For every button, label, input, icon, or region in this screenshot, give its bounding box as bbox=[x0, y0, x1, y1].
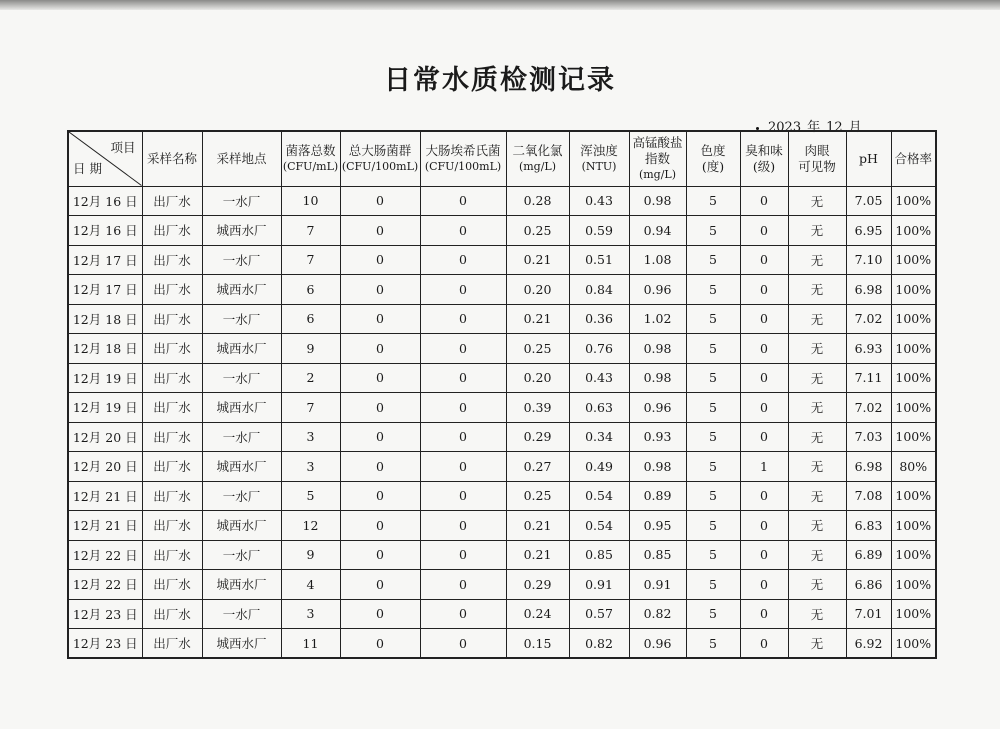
record-year: 2023 bbox=[768, 120, 802, 135]
cell-permanganate: 0.96 bbox=[629, 629, 686, 659]
cell-pass-rate: 80% bbox=[891, 452, 936, 482]
cell-ph: 6.93 bbox=[846, 334, 891, 364]
cell-total-coliform: 0 bbox=[340, 540, 420, 570]
cell-color: 5 bbox=[686, 304, 740, 334]
cell-visible: 无 bbox=[788, 629, 846, 659]
header-visible-name2: 可见物 bbox=[798, 158, 836, 174]
cell-odor: 0 bbox=[740, 216, 788, 246]
cell-e-coli: 0 bbox=[420, 452, 506, 482]
header-colony-total bbox=[281, 131, 340, 186]
header-permanganate-name2: 指数 bbox=[644, 150, 670, 166]
cell-sample-name: 出厂水 bbox=[142, 245, 202, 275]
cell-sample-site: 一水厂 bbox=[202, 481, 281, 511]
cell-odor: 0 bbox=[740, 275, 788, 305]
table-row bbox=[68, 629, 936, 659]
cell-permanganate: 0.96 bbox=[629, 275, 686, 305]
cell-colony-total: 3 bbox=[281, 452, 340, 482]
cell-visible: 无 bbox=[788, 363, 846, 393]
cell-date: 12月 18 日 bbox=[68, 334, 142, 364]
cell-date: 12月 23 日 bbox=[68, 599, 142, 629]
cell-sample-site: 一水厂 bbox=[202, 363, 281, 393]
cell-odor: 0 bbox=[740, 422, 788, 452]
header-colony-total-name: 菌落总数 bbox=[285, 142, 336, 158]
header-ph: pH bbox=[846, 131, 891, 186]
cell-sample-site: 一水厂 bbox=[202, 304, 281, 334]
cell-total-coliform: 0 bbox=[340, 452, 420, 482]
cell-turbidity: 0.54 bbox=[569, 481, 629, 511]
cell-ph: 6.98 bbox=[846, 452, 891, 482]
table-header-row bbox=[68, 131, 936, 186]
cell-chlorine-dioxide: 0.29 bbox=[506, 570, 569, 600]
page-title: 日常水质检测记录 bbox=[384, 65, 616, 96]
cell-turbidity: 0.63 bbox=[569, 393, 629, 423]
cell-date: 12月 16 日 bbox=[68, 216, 142, 246]
table-row bbox=[68, 422, 936, 452]
cell-sample-name: 出厂水 bbox=[142, 422, 202, 452]
cell-colony-total: 11 bbox=[281, 629, 340, 659]
header-permanganate-unit: (mg/L) bbox=[638, 167, 677, 181]
cell-chlorine-dioxide: 0.21 bbox=[506, 304, 569, 334]
table-row bbox=[68, 452, 936, 482]
cell-chlorine-dioxide: 0.20 bbox=[506, 275, 569, 305]
table-row bbox=[68, 216, 936, 246]
cell-odor: 0 bbox=[740, 304, 788, 334]
cell-color: 5 bbox=[686, 481, 740, 511]
header-visible bbox=[788, 131, 846, 186]
cell-odor: 0 bbox=[740, 511, 788, 541]
cell-visible: 无 bbox=[788, 540, 846, 570]
cell-colony-total: 10 bbox=[281, 186, 340, 216]
cell-permanganate: 0.91 bbox=[629, 570, 686, 600]
cell-sample-name: 出厂水 bbox=[142, 570, 202, 600]
cell-chlorine-dioxide: 0.25 bbox=[506, 334, 569, 364]
cell-date: 12月 19 日 bbox=[68, 393, 142, 423]
cell-permanganate: 0.98 bbox=[629, 334, 686, 364]
cell-odor: 0 bbox=[740, 245, 788, 275]
cell-ph: 7.02 bbox=[846, 393, 891, 423]
cell-permanganate: 0.98 bbox=[629, 186, 686, 216]
cell-color: 5 bbox=[686, 540, 740, 570]
table-row bbox=[68, 511, 936, 541]
cell-ph: 7.08 bbox=[846, 481, 891, 511]
cell-turbidity: 0.59 bbox=[569, 216, 629, 246]
header-e-coli-name: 大肠埃希氏菌 bbox=[425, 142, 501, 158]
cell-odor: 0 bbox=[740, 540, 788, 570]
header-e-coli-unit: (CFU/100mL) bbox=[424, 159, 502, 173]
cell-total-coliform: 0 bbox=[340, 511, 420, 541]
cell-pass-rate: 100% bbox=[891, 216, 936, 246]
cell-permanganate: 0.96 bbox=[629, 393, 686, 423]
cell-permanganate: 0.98 bbox=[629, 452, 686, 482]
cell-chlorine-dioxide: 0.28 bbox=[506, 186, 569, 216]
cell-sample-site: 城西水厂 bbox=[202, 393, 281, 423]
cell-permanganate: 0.98 bbox=[629, 363, 686, 393]
cell-chlorine-dioxide: 0.21 bbox=[506, 511, 569, 541]
cell-color: 5 bbox=[686, 629, 740, 659]
cell-pass-rate: 100% bbox=[891, 540, 936, 570]
cell-pass-rate: 100% bbox=[891, 393, 936, 423]
cell-color: 5 bbox=[686, 275, 740, 305]
cell-odor: 0 bbox=[740, 334, 788, 364]
cell-visible: 无 bbox=[788, 570, 846, 600]
cell-e-coli: 0 bbox=[420, 511, 506, 541]
table-row bbox=[68, 570, 936, 600]
cell-sample-site: 一水厂 bbox=[202, 599, 281, 629]
cell-visible: 无 bbox=[788, 216, 846, 246]
cell-color: 5 bbox=[686, 363, 740, 393]
cell-odor: 0 bbox=[740, 363, 788, 393]
cell-total-coliform: 0 bbox=[340, 245, 420, 275]
cell-sample-name: 出厂水 bbox=[142, 599, 202, 629]
cell-turbidity: 0.76 bbox=[569, 334, 629, 364]
cell-date: 12月 18 日 bbox=[68, 304, 142, 334]
cell-sample-name: 出厂水 bbox=[142, 186, 202, 216]
cell-turbidity: 0.36 bbox=[569, 304, 629, 334]
record-month-unit: 月 bbox=[848, 120, 862, 135]
cell-color: 5 bbox=[686, 599, 740, 629]
cell-date: 12月 17 日 bbox=[68, 245, 142, 275]
header-colony-total-unit: (CFU/mL) bbox=[282, 159, 339, 173]
table-row bbox=[68, 363, 936, 393]
cell-chlorine-dioxide: 0.29 bbox=[506, 422, 569, 452]
cell-permanganate: 1.08 bbox=[629, 245, 686, 275]
cell-color: 5 bbox=[686, 511, 740, 541]
cell-colony-total: 9 bbox=[281, 334, 340, 364]
cell-permanganate: 0.82 bbox=[629, 599, 686, 629]
cell-visible: 无 bbox=[788, 334, 846, 364]
cell-sample-name: 出厂水 bbox=[142, 393, 202, 423]
cell-colony-total: 6 bbox=[281, 304, 340, 334]
cell-total-coliform: 0 bbox=[340, 216, 420, 246]
cell-date: 12月 21 日 bbox=[68, 511, 142, 541]
cell-sample-site: 城西水厂 bbox=[202, 570, 281, 600]
header-sample-site: 采样地点 bbox=[202, 131, 281, 186]
header-odor-name: 臭和味 bbox=[745, 142, 783, 158]
cell-odor: 0 bbox=[740, 393, 788, 423]
cell-e-coli: 0 bbox=[420, 245, 506, 275]
header-date: 日 期 bbox=[73, 160, 102, 176]
cell-odor: 0 bbox=[740, 629, 788, 659]
table-row bbox=[68, 186, 936, 216]
table-row bbox=[68, 304, 936, 334]
cell-sample-site: 一水厂 bbox=[202, 422, 281, 452]
record-year-unit: 年 bbox=[807, 120, 821, 135]
cell-color: 5 bbox=[686, 452, 740, 482]
cell-sample-site: 一水厂 bbox=[202, 540, 281, 570]
cell-visible: 无 bbox=[788, 304, 846, 334]
cell-colony-total: 3 bbox=[281, 422, 340, 452]
cell-ph: 6.89 bbox=[846, 540, 891, 570]
header-total-coliform bbox=[340, 131, 420, 186]
cell-odor: 1 bbox=[740, 452, 788, 482]
cell-ph: 6.92 bbox=[846, 629, 891, 659]
cell-colony-total: 7 bbox=[281, 245, 340, 275]
cell-sample-name: 出厂水 bbox=[142, 363, 202, 393]
header-date-item bbox=[68, 131, 142, 186]
cell-permanganate: 0.94 bbox=[629, 216, 686, 246]
cell-turbidity: 0.43 bbox=[569, 186, 629, 216]
table-row bbox=[68, 275, 936, 305]
cell-turbidity: 0.57 bbox=[569, 599, 629, 629]
cell-colony-total: 6 bbox=[281, 275, 340, 305]
table-row bbox=[68, 334, 936, 364]
cell-ph: 7.10 bbox=[846, 245, 891, 275]
water-quality-table bbox=[67, 130, 937, 659]
header-chlorine-dioxide bbox=[506, 131, 569, 186]
header-permanganate-name: 高锰酸盐 bbox=[632, 134, 683, 150]
cell-pass-rate: 100% bbox=[891, 511, 936, 541]
table-row bbox=[68, 393, 936, 423]
cell-visible: 无 bbox=[788, 481, 846, 511]
header-color bbox=[686, 131, 740, 186]
header-color-name: 色度 bbox=[700, 142, 726, 158]
cell-e-coli: 0 bbox=[420, 334, 506, 364]
page-edge-shadow bbox=[0, 0, 1000, 10]
cell-sample-site: 一水厂 bbox=[202, 186, 281, 216]
table-body bbox=[68, 186, 936, 658]
cell-pass-rate: 100% bbox=[891, 186, 936, 216]
cell-sample-name: 出厂水 bbox=[142, 540, 202, 570]
cell-color: 5 bbox=[686, 393, 740, 423]
cell-sample-name: 出厂水 bbox=[142, 275, 202, 305]
cell-chlorine-dioxide: 0.25 bbox=[506, 216, 569, 246]
cell-color: 5 bbox=[686, 245, 740, 275]
cell-visible: 无 bbox=[788, 422, 846, 452]
cell-pass-rate: 100% bbox=[891, 275, 936, 305]
cell-color: 5 bbox=[686, 334, 740, 364]
cell-total-coliform: 0 bbox=[340, 599, 420, 629]
cell-total-coliform: 0 bbox=[340, 481, 420, 511]
header-item: 项目 bbox=[110, 140, 136, 155]
cell-total-coliform: 0 bbox=[340, 363, 420, 393]
cell-pass-rate: 100% bbox=[891, 245, 936, 275]
cell-pass-rate: 100% bbox=[891, 422, 936, 452]
cell-e-coli: 0 bbox=[420, 629, 506, 659]
header-turbidity-name: 浑浊度 bbox=[580, 142, 618, 158]
cell-colony-total: 4 bbox=[281, 570, 340, 600]
cell-colony-total: 9 bbox=[281, 540, 340, 570]
cell-total-coliform: 0 bbox=[340, 393, 420, 423]
record-month: 12 bbox=[826, 120, 843, 135]
cell-pass-rate: 100% bbox=[891, 363, 936, 393]
cell-visible: 无 bbox=[788, 245, 846, 275]
header-total-coliform-unit: (CFU/100mL) bbox=[341, 159, 419, 173]
cell-chlorine-dioxide: 0.24 bbox=[506, 599, 569, 629]
cell-date: 12月 17 日 bbox=[68, 275, 142, 305]
cell-date: 12月 22 日 bbox=[68, 540, 142, 570]
cell-e-coli: 0 bbox=[420, 216, 506, 246]
cell-e-coli: 0 bbox=[420, 275, 506, 305]
cell-date: 12月 20 日 bbox=[68, 452, 142, 482]
cell-turbidity: 0.85 bbox=[569, 540, 629, 570]
cell-date: 12月 16 日 bbox=[68, 186, 142, 216]
cell-turbidity: 0.51 bbox=[569, 245, 629, 275]
cell-date: 12月 19 日 bbox=[68, 363, 142, 393]
table-row bbox=[68, 245, 936, 275]
cell-ph: 6.83 bbox=[846, 511, 891, 541]
table-row bbox=[68, 540, 936, 570]
cell-odor: 0 bbox=[740, 481, 788, 511]
cell-pass-rate: 100% bbox=[891, 304, 936, 334]
cell-permanganate: 0.95 bbox=[629, 511, 686, 541]
header-chlorine-dioxide-unit: (mg/L) bbox=[518, 159, 557, 173]
cell-sample-name: 出厂水 bbox=[142, 216, 202, 246]
cell-pass-rate: 100% bbox=[891, 599, 936, 629]
cell-total-coliform: 0 bbox=[340, 304, 420, 334]
cell-turbidity: 0.54 bbox=[569, 511, 629, 541]
cell-chlorine-dioxide: 0.27 bbox=[506, 452, 569, 482]
cell-visible: 无 bbox=[788, 275, 846, 305]
cell-turbidity: 0.34 bbox=[569, 422, 629, 452]
cell-colony-total: 3 bbox=[281, 599, 340, 629]
cell-date: 12月 23 日 bbox=[68, 629, 142, 659]
cell-e-coli: 0 bbox=[420, 393, 506, 423]
cell-visible: 无 bbox=[788, 393, 846, 423]
cell-ph: 7.01 bbox=[846, 599, 891, 629]
cell-odor: 0 bbox=[740, 599, 788, 629]
cell-sample-name: 出厂水 bbox=[142, 452, 202, 482]
cell-visible: 无 bbox=[788, 452, 846, 482]
header-odor bbox=[740, 131, 788, 186]
header-total-coliform-name: 总大肠菌群 bbox=[348, 142, 412, 158]
cell-ph: 7.02 bbox=[846, 304, 891, 334]
cell-e-coli: 0 bbox=[420, 186, 506, 216]
cell-sample-site: 城西水厂 bbox=[202, 629, 281, 659]
cell-sample-site: 城西水厂 bbox=[202, 275, 281, 305]
cell-e-coli: 0 bbox=[420, 422, 506, 452]
cell-e-coli: 0 bbox=[420, 599, 506, 629]
cell-e-coli: 0 bbox=[420, 304, 506, 334]
cell-colony-total: 2 bbox=[281, 363, 340, 393]
cell-sample-name: 出厂水 bbox=[142, 481, 202, 511]
cell-date: 12月 22 日 bbox=[68, 570, 142, 600]
cell-sample-name: 出厂水 bbox=[142, 334, 202, 364]
cell-colony-total: 5 bbox=[281, 481, 340, 511]
cell-permanganate: 1.02 bbox=[629, 304, 686, 334]
header-color-unit: (度) bbox=[701, 158, 725, 174]
cell-chlorine-dioxide: 0.39 bbox=[506, 393, 569, 423]
cell-permanganate: 0.93 bbox=[629, 422, 686, 452]
cell-date: 12月 21 日 bbox=[68, 481, 142, 511]
cell-turbidity: 0.43 bbox=[569, 363, 629, 393]
cell-date: 12月 20 日 bbox=[68, 422, 142, 452]
header-e-coli bbox=[420, 131, 506, 186]
cell-sample-site: 城西水厂 bbox=[202, 452, 281, 482]
cell-sample-name: 出厂水 bbox=[142, 304, 202, 334]
cell-turbidity: 0.91 bbox=[569, 570, 629, 600]
cell-e-coli: 0 bbox=[420, 570, 506, 600]
cell-e-coli: 0 bbox=[420, 363, 506, 393]
cell-sample-site: 城西水厂 bbox=[202, 216, 281, 246]
table-row bbox=[68, 599, 936, 629]
cell-ph: 6.95 bbox=[846, 216, 891, 246]
cell-ph: 6.86 bbox=[846, 570, 891, 600]
cell-chlorine-dioxide: 0.25 bbox=[506, 481, 569, 511]
cell-permanganate: 0.85 bbox=[629, 540, 686, 570]
cell-odor: 0 bbox=[740, 570, 788, 600]
cell-sample-name: 出厂水 bbox=[142, 511, 202, 541]
cell-total-coliform: 0 bbox=[340, 186, 420, 216]
cell-e-coli: 0 bbox=[420, 481, 506, 511]
header-turbidity bbox=[569, 131, 629, 186]
cell-sample-site: 一水厂 bbox=[202, 245, 281, 275]
cell-total-coliform: 0 bbox=[340, 629, 420, 659]
cell-colony-total: 7 bbox=[281, 393, 340, 423]
cell-pass-rate: 100% bbox=[891, 334, 936, 364]
cell-ph: 7.11 bbox=[846, 363, 891, 393]
cell-color: 5 bbox=[686, 216, 740, 246]
cell-total-coliform: 0 bbox=[340, 334, 420, 364]
cell-turbidity: 0.82 bbox=[569, 629, 629, 659]
cell-colony-total: 12 bbox=[281, 511, 340, 541]
cell-sample-site: 城西水厂 bbox=[202, 334, 281, 364]
cell-e-coli: 0 bbox=[420, 540, 506, 570]
header-visible-name: 肉眼 bbox=[804, 142, 830, 158]
cell-total-coliform: 0 bbox=[340, 422, 420, 452]
cell-chlorine-dioxide: 0.15 bbox=[506, 629, 569, 659]
cell-color: 5 bbox=[686, 186, 740, 216]
cell-color: 5 bbox=[686, 570, 740, 600]
cell-visible: 无 bbox=[788, 186, 846, 216]
cell-ph: 6.98 bbox=[846, 275, 891, 305]
cell-turbidity: 0.49 bbox=[569, 452, 629, 482]
cell-chlorine-dioxide: 0.21 bbox=[506, 540, 569, 570]
cell-visible: 无 bbox=[788, 511, 846, 541]
cell-sample-site: 城西水厂 bbox=[202, 511, 281, 541]
cell-permanganate: 0.89 bbox=[629, 481, 686, 511]
cell-colony-total: 7 bbox=[281, 216, 340, 246]
header-turbidity-unit: (NTU) bbox=[581, 159, 617, 173]
cell-ph: 7.05 bbox=[846, 186, 891, 216]
cell-chlorine-dioxide: 0.21 bbox=[506, 245, 569, 275]
cell-color: 5 bbox=[686, 422, 740, 452]
header-odor-unit: (级) bbox=[752, 158, 776, 174]
header-pass-rate: 合格率 bbox=[891, 131, 936, 186]
header-chlorine-dioxide-name: 二氧化氯 bbox=[512, 142, 563, 158]
cell-chlorine-dioxide: 0.20 bbox=[506, 363, 569, 393]
cell-pass-rate: 100% bbox=[891, 481, 936, 511]
cell-sample-name: 出厂水 bbox=[142, 629, 202, 659]
cell-pass-rate: 100% bbox=[891, 570, 936, 600]
cell-total-coliform: 0 bbox=[340, 570, 420, 600]
cell-turbidity: 0.84 bbox=[569, 275, 629, 305]
cell-odor: 0 bbox=[740, 186, 788, 216]
cell-ph: 7.03 bbox=[846, 422, 891, 452]
table-row bbox=[68, 481, 936, 511]
cell-total-coliform: 0 bbox=[340, 275, 420, 305]
header-sample-name: 采样名称 bbox=[142, 131, 202, 186]
cell-visible: 无 bbox=[788, 599, 846, 629]
cell-pass-rate: 100% bbox=[891, 629, 936, 659]
header-permanganate bbox=[629, 131, 686, 186]
